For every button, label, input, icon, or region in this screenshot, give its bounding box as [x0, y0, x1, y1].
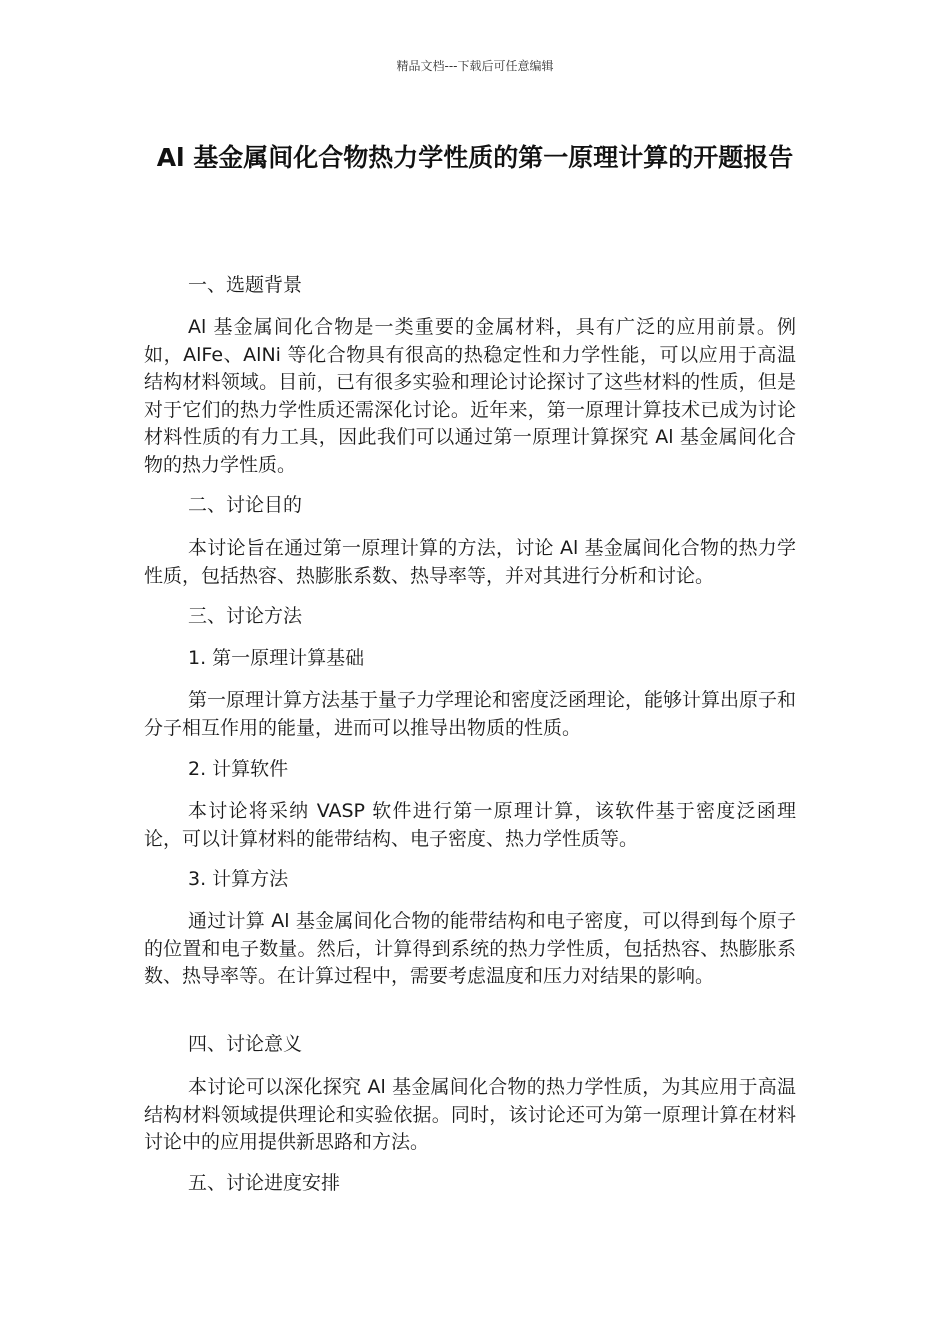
paragraph-software: 本讨论将采纳 VASP 软件进行第一原理计算，该软件基于密度泛函理论，可以计算材料的能带结构、电子密度、热力学性质等。 [144, 800, 796, 850]
paragraph-purpose: 本讨论旨在通过第一原理计算的方法，讨论 Al 基金属间化合物的热力学性质，包括热容、热膨胀系数、热导率等，并对其进行分析和讨论。 [144, 537, 796, 587]
section-heading-schedule: 五、讨论进度安排 [188, 1172, 341, 1194]
paragraph-background: Al 基金属间化合物是一类重要的金属材料，具有广泛的应用前景。例如，AlFe、AlNi 等化合物具有很高的热稳定性和力学性能，可以应用于高温结构材料领域。目前，已有很多实验和理论讨论探讨了这些材料的性质，但是对于它们的热力学性质还需深化讨论。近年来，第一原理计算技术已成为讨论材料性质的有力工具，因此我们可以通过第一原理计算探究 Al 基金属间化合物的热力学性质。 [144, 316, 796, 476]
section-heading-purpose: 二、讨论目的 [188, 494, 303, 516]
section-heading-background: 一、选题背景 [188, 274, 303, 296]
paragraph-calculation-method: 通过计算 Al 基金属间化合物的能带结构和电子密度，可以得到每个原子的位置和电子数量。然后，计算得到系统的热力学性质，包括热容、热膨胀系数、热导率等。在计算过程中，需要考虑温度和压力对结果的影响。 [144, 910, 796, 987]
document-title: Al 基金属间化合物热力学性质的第一原理计算的开题报告 [156, 143, 794, 172]
header-note: 精品文档---下载后可任意编辑 [396, 59, 554, 73]
subheading-first-principles-basis: 1. 第一原理计算基础 [188, 647, 365, 669]
paragraph-significance: 本讨论可以深化探究 Al 基金属间化合物的热力学性质，为其应用于高温结构材料领域提供理论和实验依据。同时，该讨论还可为第一原理计算在材料讨论中的应用提供新思路和方法。 [144, 1076, 796, 1153]
section-heading-significance: 四、讨论意义 [188, 1033, 303, 1055]
paragraph-first-principles-basis: 第一原理计算方法基于量子力学理论和密度泛函理论，能够计算出原子和分子相互作用的能量，进而可以推导出物质的性质。 [144, 689, 797, 739]
subheading-calculation-method: 3. 计算方法 [188, 868, 289, 890]
section-heading-methods: 三、讨论方法 [188, 605, 303, 627]
subheading-software: 2. 计算软件 [188, 758, 289, 780]
